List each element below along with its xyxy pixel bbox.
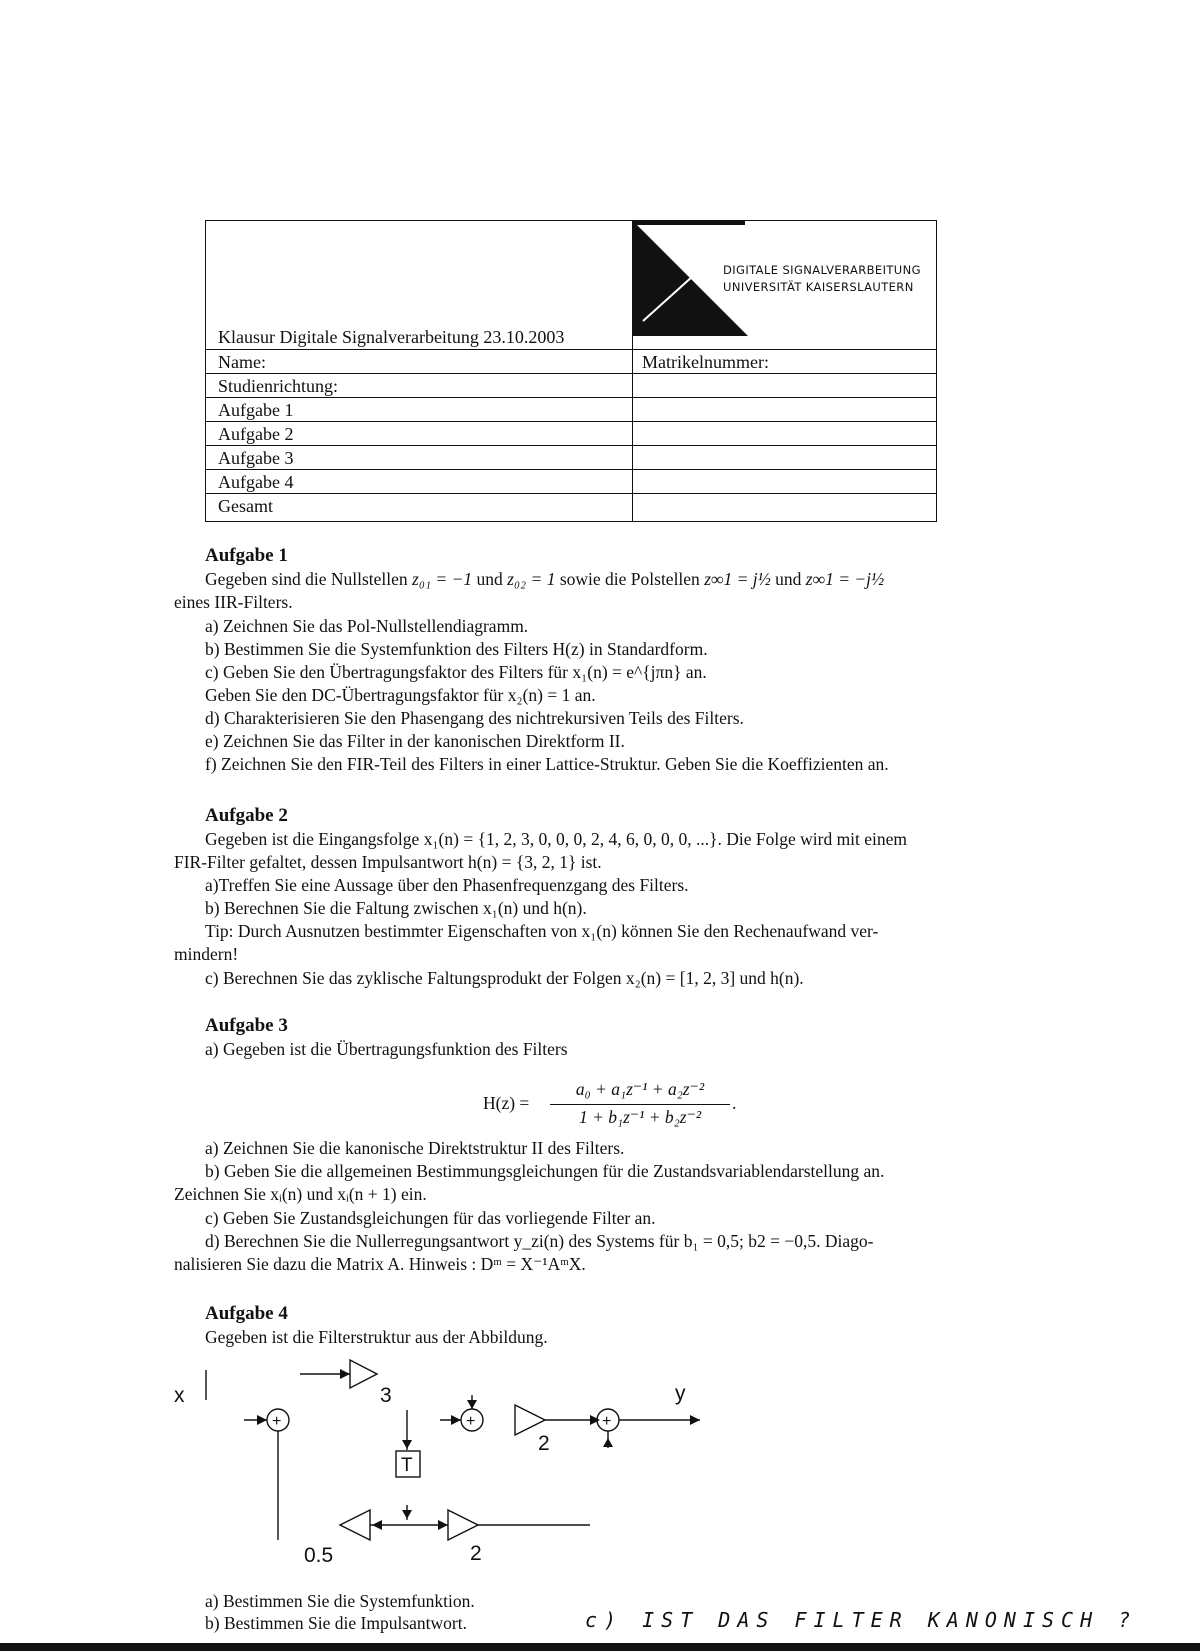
- task1-item: c) Geben Sie den Übertragungsfaktor des Filters für x₁(n) = e^{jπn} an.: [205, 662, 707, 682]
- formula-numerator: a₀ + a₁z⁻¹ + a₂z⁻²: [575, 1079, 705, 1099]
- handwritten-question: c) IST DAS FILTER KANONISCH ?: [585, 1608, 1138, 1632]
- formula-denominator: 1 + b₁z⁻¹ + b₂z⁻²: [578, 1107, 702, 1127]
- task2-item-a: a)Treffen Sie eine Aussage über den Phasenfrequenzgang des Filters.: [205, 875, 689, 895]
- aufgabe3-label: Aufgabe 3: [218, 448, 294, 468]
- task3-item-a1: a) Gegeben ist die Übertragungsfunktion des Filters: [205, 1039, 568, 1059]
- task1-title: Aufgabe 1: [205, 545, 288, 566]
- task1-item: a) Zeichnen Sie das Pol-Nullstellendiagramm.: [205, 616, 529, 636]
- formula-lhs: H(z) =: [483, 1093, 530, 1113]
- filter-block-diagram: [170, 1350, 730, 1570]
- task2-tip: Tip: Durch Ausnutzen bestimmter Eigenschaften von x₁(n) können Sie den Rechenaufwand ver-: [205, 921, 879, 941]
- scan-edge: [0, 1643, 1200, 1651]
- task1-item: e) Zeichnen Sie das Filter in der kanonischen Direktform II.: [205, 731, 625, 751]
- task1-item: Geben Sie den DC-Übertragungsfaktor für x₂(n) = 1 an.: [205, 685, 596, 705]
- task1-item: f) Zeichnen Sie den FIR-Teil des Filters in einer Lattice-Struktur. Geben Sie die Koeffizienten an.: [205, 754, 889, 774]
- delay-label: T: [401, 1455, 413, 1476]
- gain-top-label: 3: [380, 1384, 392, 1407]
- task1-item: d) Charakterisieren Sie den Phasengang des nichtrekursiven Teils des Filters.: [205, 708, 744, 728]
- task1-intro-line2: eines IIR-Filters.: [174, 592, 293, 612]
- org-name-line2: UNIVERSITÄT KAISERSLAUTERN: [723, 280, 914, 294]
- adder-symbol: +: [272, 1413, 282, 1430]
- matrikel-label: Matrikelnummer:: [642, 352, 769, 372]
- task3-item-a2: a) Zeichnen Sie die kanonische Direktstruktur II des Filters.: [205, 1138, 625, 1158]
- task3-item-b1: b) Geben Sie die allgemeinen Bestimmungsgleichungen für die Zustandsvariablendarstellung an.: [205, 1161, 885, 1181]
- diagram-output-label: y: [675, 1382, 686, 1405]
- task2-tip-cont: mindern!: [174, 944, 239, 964]
- aufgabe2-label: Aufgabe 2: [218, 424, 294, 444]
- task2-item-b: b) Berechnen Sie die Faltung zwischen x₁(n) und h(n).: [205, 898, 587, 918]
- task3-item-b2: Zeichnen Sie xᵢ(n) und xᵢ(n + 1) ein.: [174, 1184, 427, 1204]
- gain-left-label: 0.5: [304, 1544, 334, 1567]
- task4-title: Aufgabe 4: [205, 1303, 288, 1324]
- task2-line1: Gegeben ist die Eingangsfolge x₁(n) = {1, 2, 3, 0, 0, 0, 2, 4, 6, 0, 0, 0, ...}. Die Folge wird mit einem: [205, 829, 908, 849]
- adder-symbol: +: [466, 1413, 476, 1430]
- task2-item-c: c) Berechnen Sie das zyklische Faltungsprodukt der Folgen x₂(n) = [1, 2, 3] und h(n).: [205, 968, 804, 988]
- task1-intro: Gegeben sind die Nullstellen z₀₁ = −1 und z₀₂ = 1 sowie die Polstellen z∞1 = j½ und z∞1 = −j½: [205, 569, 885, 589]
- task3-item-c: c) Geben Sie Zustandsgleichungen für das vorliegende Filter an.: [205, 1208, 656, 1228]
- header-table: [205, 220, 937, 522]
- gain-right-label: 2: [470, 1542, 482, 1565]
- task4-item-a: a) Bestimmen Sie die Systemfunktion.: [205, 1591, 475, 1611]
- task3-title: Aufgabe 3: [205, 1015, 288, 1036]
- fraction-bar: [550, 1104, 730, 1105]
- gain-mid-label: 2: [538, 1432, 550, 1455]
- aufgabe1-label: Aufgabe 1: [218, 400, 294, 420]
- formula-end: .: [732, 1093, 737, 1113]
- task4-item-b: b) Bestimmen Sie die Impulsantwort.: [205, 1613, 467, 1633]
- task3-item-d1: d) Berechnen Sie die Nullerregungsantwort y_zi(n) des Systems für b₁ = 0,5; b2 = −0,5. Diago-: [205, 1231, 874, 1251]
- diagram-input-label: x: [174, 1384, 185, 1407]
- name-label: Name:: [218, 352, 266, 372]
- org-name-line1: DIGITALE SIGNALVERARBEITUNG: [723, 263, 921, 277]
- exam-title: Klausur Digitale Signalverarbeitung 23.10.2003: [218, 327, 565, 347]
- gesamt-label: Gesamt: [218, 496, 273, 516]
- aufgabe4-label: Aufgabe 4: [218, 472, 294, 492]
- task3-item-d2: nalisieren Sie dazu die Matrix A. Hinweis : Dᵐ = X⁻¹AᵐX.: [174, 1254, 586, 1274]
- task4-intro: Gegeben ist die Filterstruktur aus der Abbildung.: [205, 1327, 548, 1347]
- adder-symbol: +: [602, 1413, 612, 1430]
- studienrichtung-label: Studienrichtung:: [218, 376, 338, 396]
- task2-title: Aufgabe 2: [205, 805, 288, 826]
- task1-item: b) Bestimmen Sie die Systemfunktion des Filters H(z) in Standardform.: [205, 639, 708, 659]
- task2-line2: FIR-Filter gefaltet, dessen Impulsantwort h(n) = {3, 2, 1} ist.: [174, 852, 602, 872]
